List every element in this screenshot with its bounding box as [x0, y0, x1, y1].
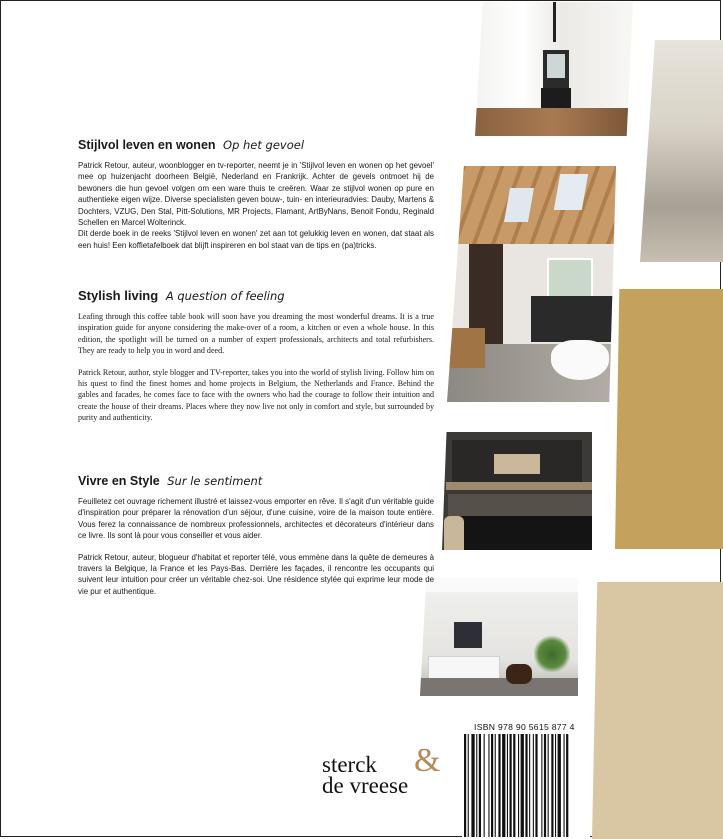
hallway-photo [475, 2, 633, 136]
french-subtitle: Sur le sentiment [167, 474, 263, 488]
dutch-paragraph-1: Patrick Retour, auteur, woonblogger en tv-reporter, neemt je in 'Stijlvol leven en wonen op het gevoel' mee op huizenjacht doorheen België, Nederland en Frankrijk. Achter de gevels ontmoet hij de bewoners die hun gevoel volgen om een ware thuis te creëren. Waar ze stijlvol wonen op pure en authentieke eigen wijze. Diverse specialisten geven bouw-, tuin- en interieuradvies: Dauby, Martens & Dochters, VZUG, Den Stal, Pitt-Solutions, MR Projects, Flamant, ArtByNans, Benoit Fondu, Reginald Schellen en Marcel Wolterinck. [78, 161, 434, 228]
publisher-logo [322, 742, 452, 798]
french-heading [78, 474, 434, 488]
living-room-photo [420, 578, 578, 696]
english-title: Stylish living [78, 288, 159, 303]
logo-line-1: sterck [322, 752, 377, 777]
english-subtitle: A question of feeling [165, 289, 285, 303]
isbn-label: ISBN 978 90 5615 877 4 [474, 722, 575, 732]
kitchen-photo [442, 432, 592, 550]
dutch-title: Stijlvol leven en wonen [78, 138, 216, 152]
french-title: Vivre en Style [78, 474, 160, 488]
dutch-paragraph-2: Dit derde boek in de reeks 'Stijlvol leven en wonen' zet aan tot gelukkig leven en wonen, dat staat als een huis! Een koffietafelboek dat blijft inspireren en bol staat van de tips en (pa)tricks. [78, 229, 434, 250]
logo-ampersand: & [414, 742, 441, 779]
english-section [78, 288, 434, 430]
english-paragraph-1: Leafing through this coffee table book will soon have you dreaming the most wonderful dreams. It is a true inspiration guide for anyone considering the make-over of a room, a kitchen or even a whole house. In this edition, the spotlight will be turned on a number of expert professionals, architects and total refurbishers. They are ready to help you in word and deed. [78, 312, 434, 356]
dutch-section [78, 138, 434, 257]
french-section [78, 474, 434, 603]
beige-color-block [592, 582, 723, 839]
barcode [462, 734, 590, 837]
dutch-subtitle: Op het gevoel [223, 138, 305, 152]
logo-line-2: de vreese [322, 773, 409, 798]
english-paragraph-2: Patrick Retour, author, style blogger and TV-reporter, takes you into the world of stylish living. Follow him on his quest to find the finest homes and home projects in Belgium, the Netherlands and France. Behind the gables and facades, he comes face to face with the owners who had the courage to follow their intuition and create the house of their dreams. Places where they now live not only in comfort and style, but surrounded by purity and authenticity. [78, 367, 434, 423]
dutch-heading [78, 138, 434, 152]
bathroom-photo [447, 166, 616, 402]
gold-color-block [615, 289, 723, 549]
french-paragraph-2: Patrick Retour, auteur, blogueur d'habitat et reporter télé, vous emmène dans la quête de demeures à travers la Belgique, la France et les Pays-Bas. Derrière les façades, il rencontre les occupants qui suivent leur intuition pour créer un véritable chez-soi. Une résidence stylée qui exprime leur mode de vie pur et authentique. [78, 552, 434, 596]
english-heading [78, 288, 434, 303]
french-paragraph-1: Feuilletez cet ouvrage richement illustré et laissez-vous emporter en rêve. Il s'agit d'un véritable guide d'inspiration pour préparer la rénovation d'un séjour, d'une cuisine, voire de la maison toute entière. Vous ferez la connaissance de nombreux professionnels, architectes et décorateurs d'intérieur dans ce livre. Ils sont là pour vous conseiller et vous aider. [78, 497, 434, 541]
